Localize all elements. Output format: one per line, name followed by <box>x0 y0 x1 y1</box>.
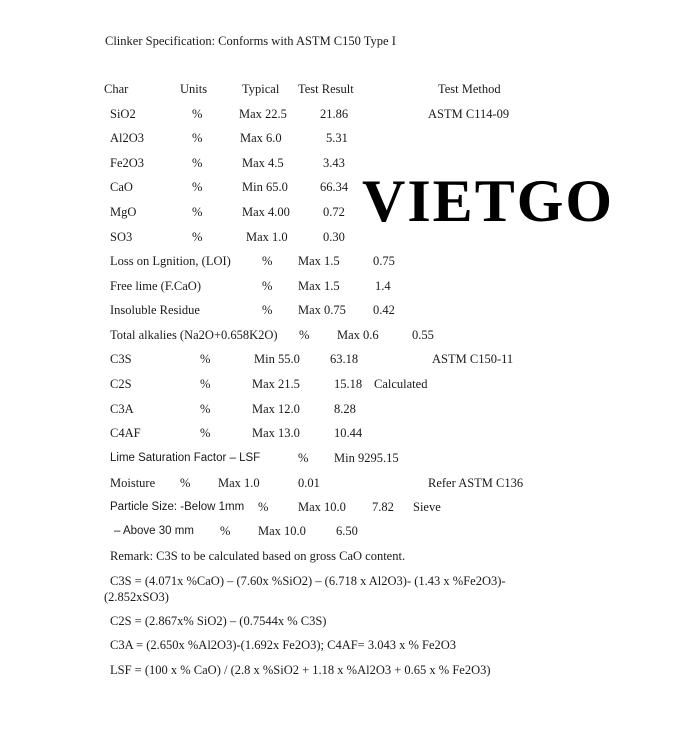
row-typical: Max 13.0 <box>252 426 300 440</box>
row-typical: Min 65.0 <box>242 180 288 194</box>
row-result: 7.82 <box>372 500 394 514</box>
row-char: Free lime (F.CaO) <box>110 279 201 293</box>
row-units: % <box>192 107 203 121</box>
row-typical: Max 10.0 <box>298 500 346 514</box>
row-units: % <box>192 230 203 244</box>
row-result: 1.4 <box>375 279 391 293</box>
row-char: Particle Size: -Below 1mm <box>110 501 245 513</box>
row-char: Al2O3 <box>110 131 145 145</box>
row-result: 0.55 <box>412 328 434 342</box>
row-char: Fe2O3 <box>110 156 145 170</box>
vietgo-logo: VIETGO <box>362 168 615 234</box>
row-char: C4AF <box>110 426 141 440</box>
row-method: Calculated <box>374 377 428 391</box>
formula-c3s: C3S = (4.071x %CaO) – (7.60x %SiO2) – (6.718 x Al2O3)- (1.43 x %Fe2O3)- <box>110 574 506 588</box>
row-units: % <box>262 254 273 268</box>
row-typical: Max 12.0 <box>252 402 300 416</box>
row-result: 0.42 <box>373 303 395 317</box>
row-char: – Above 30 mm <box>114 525 194 537</box>
row-char: Loss on Lgnition, (LOI) <box>110 254 231 268</box>
row-units: % <box>262 279 273 293</box>
row-result: 5.31 <box>326 131 348 145</box>
row-result: 21.86 <box>320 107 349 121</box>
row-result: 10.44 <box>334 426 363 440</box>
row-units: % <box>298 451 309 465</box>
header-test-result: Test Result <box>298 82 354 96</box>
row-typical: Max 4.00 <box>242 205 290 219</box>
row-typical: Max 10.0 <box>258 524 306 538</box>
row-method: Refer ASTM C136 <box>428 476 524 490</box>
row-units: % <box>200 377 211 391</box>
row-result: 0.01 <box>298 476 320 490</box>
row-typical: Max 4.5 <box>242 156 284 170</box>
row-char: C2S <box>110 377 132 391</box>
header-typical: Typical <box>242 82 280 96</box>
row-result: 0.30 <box>323 230 345 244</box>
row-result: 66.34 <box>320 180 349 194</box>
header-units: Units <box>180 82 208 96</box>
row-units: % <box>299 328 310 342</box>
row-units: % <box>200 402 211 416</box>
formula-c3a-c4af: C3A = (2.650x %Al2O3)-(1.692x Fe2O3); C4AF= 3.043 x % Fe2O3 <box>110 638 457 652</box>
row-typical: Max 1.5 <box>298 254 340 268</box>
row-char: SO3 <box>110 230 133 244</box>
row-result: 15.18 <box>334 377 363 391</box>
row-units: % <box>220 524 231 538</box>
row-typical: Min 55.0 <box>254 352 300 366</box>
row-units: % <box>200 426 211 440</box>
row-result: 6.50 <box>336 524 358 538</box>
row-units: % <box>192 180 203 194</box>
document-title: Clinker Specification: Conforms with ASTM C150 Type I <box>105 34 396 48</box>
row-typical: Max 1.0 <box>246 230 288 244</box>
formula-c2s: C2S = (2.867x% SiO2) – (0.7544x % C3S) <box>110 614 327 628</box>
header-char: Char <box>104 82 129 96</box>
row-units: % <box>180 476 191 490</box>
row-result: 63.18 <box>330 352 359 366</box>
row-result: 3.43 <box>323 156 345 170</box>
row-char: Lime Saturation Factor – LSF <box>110 452 261 464</box>
row-result: 8.28 <box>334 402 356 416</box>
row-char: Insoluble Residue <box>110 303 200 317</box>
row-typical: Max 1.5 <box>298 279 340 293</box>
row-char: Moisture <box>110 476 156 490</box>
row-typical: Max 0.6 <box>337 328 379 342</box>
row-units: % <box>192 156 203 170</box>
row-units: % <box>192 205 203 219</box>
formula-c3s-cont: (2.852xSO3) <box>104 590 169 604</box>
row-method: Sieve <box>413 500 441 514</box>
row-char: CaO <box>110 180 133 194</box>
row-units: % <box>192 131 203 145</box>
row-char: MgO <box>110 205 137 219</box>
row-method: ASTM C150-11 <box>432 352 514 366</box>
row-char: SiO2 <box>110 107 136 121</box>
row-char: C3S <box>110 352 132 366</box>
row-units: % <box>258 500 269 514</box>
row-typical: Min 9295.15 <box>334 451 399 465</box>
remark: Remark: C3S to be calculated based on gross CaO content. <box>110 549 406 563</box>
row-typical: Max 6.0 <box>240 131 282 145</box>
row-typical: Max 21.5 <box>252 377 300 391</box>
row-char: Total alkalies (Na2O+0.658K2O) <box>110 328 278 342</box>
row-typical: Max 22.5 <box>239 107 287 121</box>
row-typical: Max 0.75 <box>298 303 346 317</box>
row-result: 0.75 <box>373 254 395 268</box>
row-typical: Max 1.0 <box>218 476 260 490</box>
row-char: C3A <box>110 402 134 416</box>
header-test-method: Test Method <box>438 82 501 96</box>
formula-lsf: LSF = (100 x % CaO) / (2.8 x %SiO2 + 1.18 x %Al2O3 + 0.65 x % Fe2O3) <box>110 663 491 677</box>
row-method: ASTM C114-09 <box>428 107 510 121</box>
row-units: % <box>262 303 273 317</box>
row-units: % <box>200 352 211 366</box>
row-result: 0.72 <box>323 205 345 219</box>
